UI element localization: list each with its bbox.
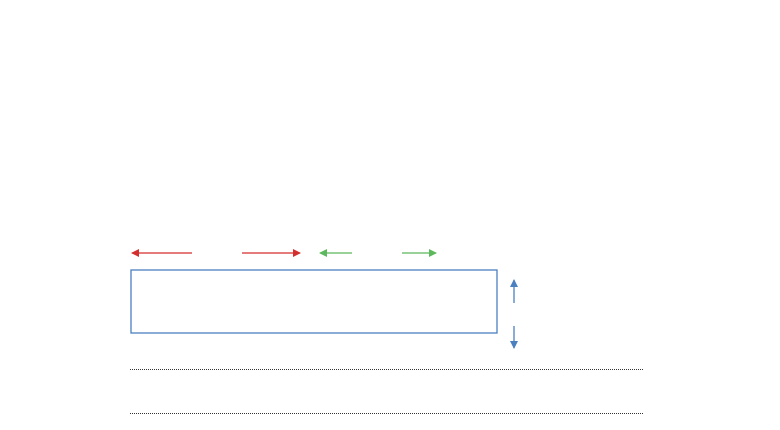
green-label-bg — [352, 236, 402, 258]
answer-line-1[interactable] — [130, 369, 643, 370]
red-label-bg — [192, 240, 242, 260]
cloth-outline — [131, 270, 497, 333]
answer-line-2[interactable] — [130, 413, 643, 414]
